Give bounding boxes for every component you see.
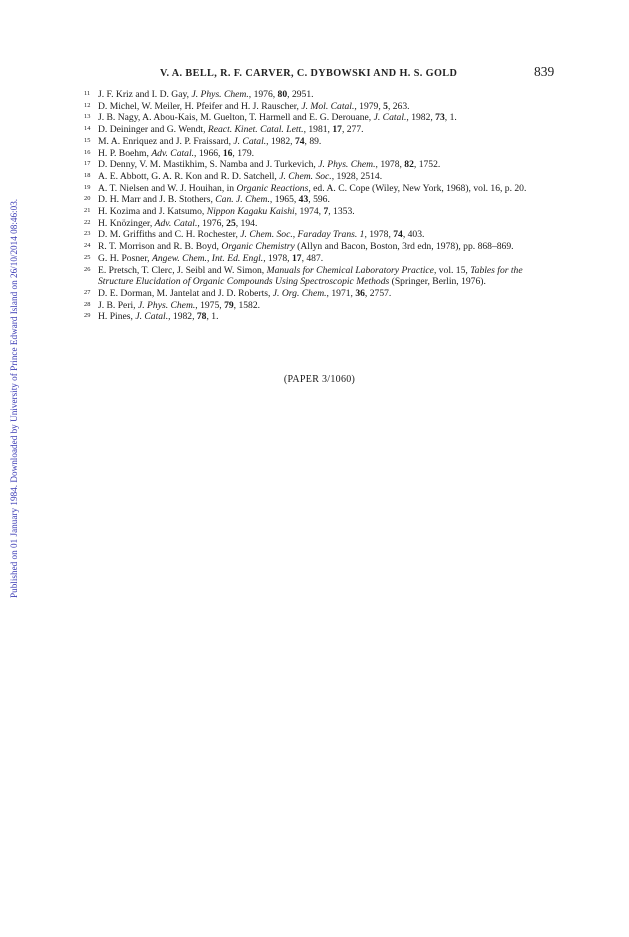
reference-number: 21 — [84, 207, 91, 215]
reference-number: 23 — [84, 230, 91, 238]
header-authors: V. A. BELL, R. F. CARVER, C. DYBOWSKI AND H. S. GOLD — [160, 68, 458, 79]
reference-number: 22 — [84, 218, 91, 226]
reference-number: 18 — [84, 171, 91, 179]
reference-text: , 1978, — [263, 252, 292, 264]
reference-number: 29 — [84, 312, 91, 320]
reference-text: , 1978, — [375, 159, 405, 171]
publication-watermark — [2, 118, 19, 598]
reference-number: 20 — [84, 195, 91, 203]
reference-text: , 1974, — [294, 206, 324, 218]
reference-volume: 73 — [435, 112, 445, 124]
reference-number: 13 — [84, 113, 91, 121]
reference-number: 19 — [84, 183, 91, 191]
reference-italic-text: Manuals for Chemical Laboratory Practice — [266, 264, 434, 276]
reference-number: 27 — [84, 288, 91, 296]
reference-italic-text: J. Catal. — [135, 311, 169, 323]
reference-text: , 1982, — [406, 112, 436, 124]
reference-volume: 78 — [196, 311, 207, 323]
reference-number: 15 — [84, 136, 91, 144]
reference-item — [84, 253, 558, 265]
reference-text: , 2757. — [364, 287, 392, 299]
reference-text: , vol. 15, — [433, 264, 471, 276]
reference-italic-text: J. Phys. Chem. — [191, 89, 249, 100]
reference-text: , 1975, — [195, 299, 225, 311]
reference-number: 11 — [84, 90, 91, 97]
reference-item — [84, 218, 558, 230]
reference-item — [84, 159, 558, 171]
reference-item — [84, 89, 558, 101]
reference-text: , 1965, — [269, 194, 299, 206]
reference-item — [84, 265, 558, 288]
reference-text: , 1971, — [326, 287, 356, 299]
reference-item — [84, 101, 558, 113]
publication-watermark-text: Published on 01 January 1984. Downloaded by University of Prince Edward Island on 26/10/2014 08:46:03. — [9, 198, 19, 598]
reference-text: E. Pretsch, T. Clerc, J. Seibl and W. Simon, — [98, 264, 267, 276]
reference-text: J. B. Nagy, A. Abou-Kais, M. Guelton, T. Harmell and E. G. Derouane, — [98, 112, 374, 124]
reference-text: , 1979, — [354, 100, 384, 112]
reference-text: D. Deininger and G. Wendt, — [98, 124, 208, 136]
reference-item — [84, 206, 558, 218]
reference-item — [84, 148, 558, 160]
reference-item — [84, 136, 558, 148]
reference-volume: 17 — [291, 252, 302, 264]
reference-italic-text: React. Kinet. Catal. Lett. — [207, 124, 304, 136]
reference-italic-text: J. Chem. Soc. — [279, 170, 332, 182]
reference-text: , 1752. — [413, 159, 441, 171]
reference-text: D. Michel, W. Meiler, H. Pfeifer and H. J. Rauscher, — [98, 100, 302, 112]
reference-text: J. F. Kriz and I. D. Gay, — [98, 89, 192, 100]
reference-number: 26 — [84, 265, 91, 273]
reference-item — [84, 288, 558, 300]
reference-text: H. Kozima and J. Katsumo, — [98, 206, 207, 218]
reference-text: (Springer, Berlin, 1976). — [389, 276, 486, 288]
reference-text: , 179. — [232, 147, 255, 159]
reference-list — [84, 89, 558, 323]
reference-number: 28 — [84, 300, 91, 308]
reference-volume: 82 — [404, 159, 414, 171]
reference-text: , 2951. — [287, 89, 314, 100]
running-header — [0, 64, 629, 82]
reference-item — [84, 112, 558, 124]
reference-volume: 80 — [277, 89, 288, 100]
reference-volume: 7 — [323, 206, 329, 218]
reference-item — [84, 311, 558, 323]
reference-italic-text: Nippon Kagaku Kaishi — [206, 206, 295, 218]
reference-text: , 1. — [444, 112, 457, 124]
reference-text: , 1982, — [168, 311, 197, 323]
reference-number: 17 — [84, 160, 91, 168]
reference-text: H. Pines, — [98, 311, 136, 323]
reference-text: , 89. — [304, 135, 322, 147]
reference-text: R. T. Morrison and R. B. Boyd, — [98, 241, 222, 253]
reference-volume: 43 — [298, 194, 309, 206]
reference-text: , 403. — [402, 229, 425, 241]
reference-volume: 74 — [393, 229, 403, 241]
reference-number: 24 — [84, 242, 91, 250]
reference-volume: 74 — [294, 135, 305, 147]
reference-italic-text: Angew. Chem., Int. Ed. Engl. — [151, 252, 264, 264]
reference-item — [84, 229, 558, 241]
reference-italic-text: Adv. Catal. — [151, 147, 195, 159]
page-number: 839 — [534, 64, 555, 79]
reference-volume: 16 — [222, 147, 233, 159]
reference-text: , 1582. — [233, 299, 261, 311]
reference-number: 16 — [84, 148, 91, 156]
reference-number: 25 — [84, 253, 91, 261]
reference-text: , 1976, — [197, 217, 227, 229]
reference-text: , 487. — [301, 252, 324, 264]
reference-italic-text: J. Catal. — [373, 112, 407, 124]
reference-text: , 194. — [235, 217, 258, 229]
reference-text: (Allyn and Bacon, Boston, 3rd edn, 1978), pp. 868–869. — [294, 241, 514, 253]
reference-text: D. Denny, V. M. Mastikhim, S. Namba and J. Turkevich, — [98, 159, 319, 171]
reference-italic-text: Tables for the Structure Elucidation of Organic Compounds Using Spectroscopic Methods — [98, 264, 523, 288]
reference-text: , 1928, 2514. — [331, 170, 383, 182]
reference-text: D. H. Marr and J. B. Stothers, — [98, 194, 216, 206]
reference-text: , 1978, — [364, 229, 394, 241]
reference-text: A. T. Nielsen and W. J. Houihan, in — [98, 182, 237, 194]
reference-text: , 277. — [341, 124, 364, 136]
reference-italic-text: J. Chem. Soc., Faraday Trans. 1 — [240, 229, 365, 241]
reference-item — [84, 194, 558, 206]
reference-text: D. E. Dorman, M. Jantelat and J. D. Roberts, — [98, 287, 273, 299]
reference-item — [84, 241, 558, 253]
reference-text: M. A. Enriquez and J. P. Fraissard, — [98, 135, 234, 147]
reference-text: H. Knözinger, — [98, 217, 155, 229]
reference-italic-text: Organic Reactions — [236, 182, 309, 194]
reference-number: 14 — [84, 125, 91, 133]
reference-item — [84, 300, 558, 312]
reference-volume: 5 — [383, 100, 388, 112]
reference-item — [84, 124, 558, 136]
reference-italic-text: J. Org. Chem. — [272, 287, 327, 299]
reference-text: , 1982, — [266, 135, 295, 147]
reference-italic-text: J. Phys. Chem. — [137, 299, 196, 311]
reference-italic-text: J. Mol. Catal. — [301, 100, 355, 112]
reference-text: G. H. Posner, — [98, 252, 152, 264]
reference-text: A. E. Abbott, G. A. R. Kon and R. D. Satchell, — [98, 170, 280, 182]
reference-text: H. P. Boehm, — [98, 147, 152, 159]
reference-text: , 263. — [387, 100, 410, 112]
reference-text: , 596. — [308, 194, 330, 206]
reference-item — [84, 171, 558, 183]
reference-text: J. B. Peri, — [98, 299, 138, 311]
reference-volume: 25 — [226, 217, 236, 229]
reference-italic-text: J. Phys. Chem. — [318, 159, 376, 171]
reference-italic-text: Adv. Catal. — [154, 217, 198, 229]
reference-text: , 1966, — [194, 147, 223, 159]
reference-text: , 1976, — [248, 89, 278, 100]
reference-italic-text: J. Catal. — [233, 135, 267, 147]
reference-text: , 1. — [206, 311, 219, 323]
reference-italic-text: Organic Chemistry — [221, 241, 295, 253]
reference-volume: 36 — [355, 287, 365, 299]
paper-tag: (PAPER 3/1060) — [283, 374, 356, 385]
reference-number: 12 — [84, 101, 91, 109]
reference-item — [84, 183, 558, 195]
reference-text: , 1353. — [328, 206, 355, 218]
reference-text: , 1981, — [303, 124, 333, 136]
reference-text: , ed. A. C. Cope (Wiley, New York, 1968), vol. 16, p. 20. — [308, 182, 527, 194]
reference-volume: 79 — [224, 299, 234, 311]
reference-volume: 17 — [332, 124, 342, 136]
reference-text: D. M. Griffiths and C. H. Rochester, — [98, 229, 241, 241]
reference-italic-text: Can. J. Chem. — [215, 194, 270, 206]
